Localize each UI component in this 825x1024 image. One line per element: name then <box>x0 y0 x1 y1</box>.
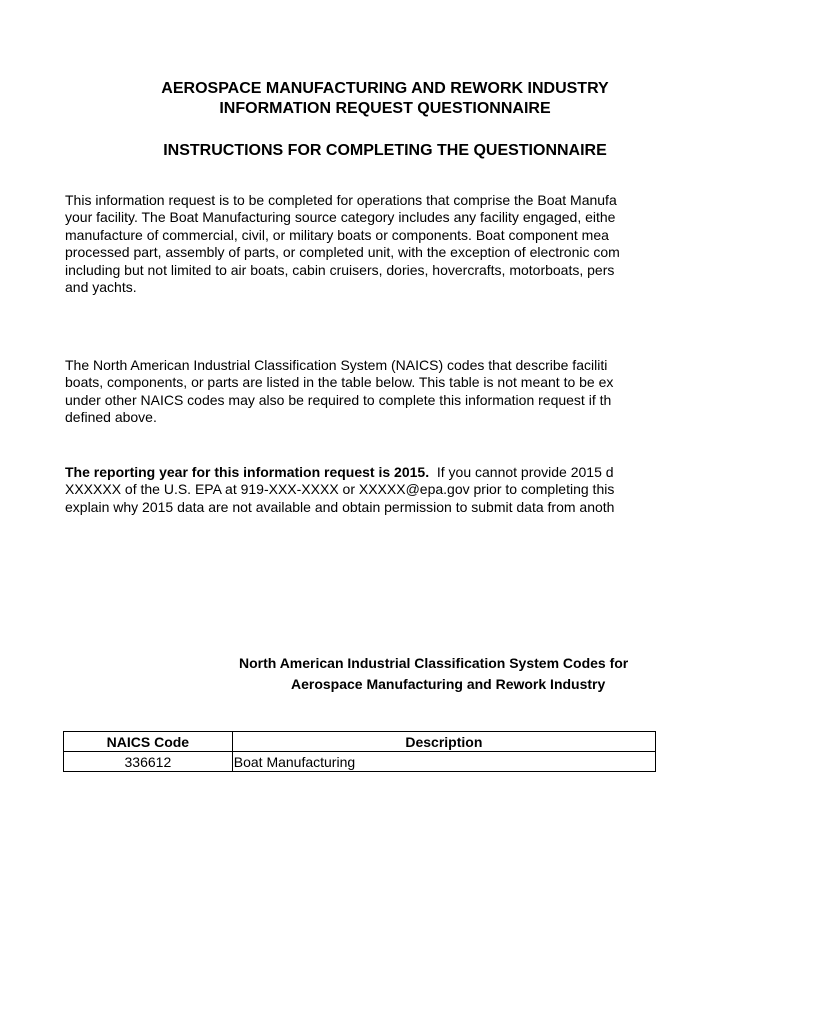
reporting-year-statement: The reporting year for this information request is 2015. <box>65 464 430 480</box>
paragraph-naics-codes <box>65 357 825 427</box>
paragraph-boat-manufacturing-scope <box>65 192 825 296</box>
naics-code-cell: 336612 <box>64 752 233 772</box>
paragraph-line: under other NAICS codes may also be required to complete this information request if th <box>65 391 612 408</box>
instructions-heading: INSTRUCTIONS FOR COMPLETING THE QUESTIONNAIRE <box>163 142 607 159</box>
document-title-line-1: AEROSPACE MANUFACTURING AND REWORK INDUSTRY <box>161 80 609 97</box>
table-title-line-1: North American Industrial Classification System Codes for <box>239 655 629 671</box>
paragraph-line: processed part, assembly of parts, or completed unit, with the exception of electronic com <box>65 244 620 261</box>
paragraph-line: including but not limited to air boats, cabin cruisers, dories, hovercrafts, motorboats, pers <box>65 261 615 278</box>
paragraph-line: boats, components, or parts are listed in the table below. This table is not meant to be ex <box>65 374 614 391</box>
paragraph-line: This information request is to be completed for operations that comprise the Boat Manufa <box>65 192 617 208</box>
paragraph-line: explain why 2015 data are not available and obtain permission to submit data from anoth <box>65 498 615 515</box>
paragraph-line: manufacture of commercial, civil, or military boats or components. Boat component mea <box>65 226 609 243</box>
description-cell: Boat Manufacturing <box>232 752 655 772</box>
table-header-row <box>64 732 656 752</box>
naics-table <box>63 731 656 772</box>
table-title-line-2: Aerospace Manufacturing and Rework Industry <box>291 676 606 692</box>
reporting-year-continuation: If you cannot provide 2015 d <box>429 464 614 480</box>
table-row <box>64 752 656 772</box>
document-title-line-2: INFORMATION REQUEST QUESTIONNAIRE <box>219 100 551 117</box>
paragraph-line: your facility. The Boat Manufacturing source category includes any facility engaged, eithe <box>65 209 616 226</box>
paragraph-line: XXXXXX of the U.S. EPA at 919-XXX-XXXX or XXXXX@epa.gov prior to completing this <box>65 481 615 498</box>
paragraph-line: defined above. <box>65 409 157 426</box>
paragraph-line <box>65 464 825 481</box>
paragraph-line: and yachts. <box>65 279 137 296</box>
column-header-description: Description <box>232 732 655 752</box>
column-header-naics-code: NAICS Code <box>64 732 233 752</box>
paragraph-line: The North American Industrial Classification System (NAICS) codes that describe faciliti <box>65 357 608 373</box>
paragraph-reporting-year <box>65 464 825 516</box>
